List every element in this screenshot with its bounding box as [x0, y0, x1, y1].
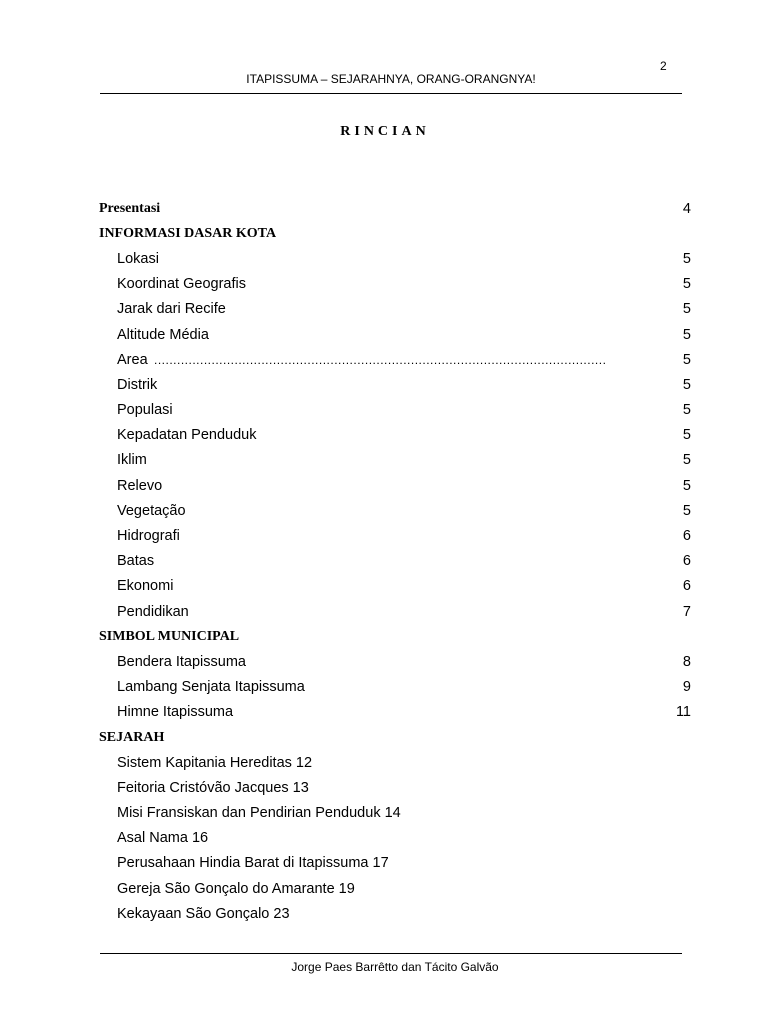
toc-entry-label: Gereja São Gonçalo do Amarante 19 [117, 880, 355, 897]
toc-item [99, 851, 691, 876]
toc-entry-label: Altitude Média [117, 326, 209, 343]
toc-item [99, 246, 691, 271]
toc-entry-page: 5 [682, 477, 691, 494]
toc-item [99, 574, 691, 599]
toc-entry-page: 5 [682, 326, 691, 343]
toc-section [99, 196, 691, 221]
toc-entry-page: 4 [682, 200, 691, 217]
toc-entry-page: 8 [682, 653, 691, 670]
toc-item [99, 876, 691, 901]
toc-leader-dots: ...................................................................................................................... [154, 352, 607, 367]
toc-entry-page: 5 [682, 376, 691, 393]
toc-entry-label: Perusahaan Hindia Barat di Itapissuma 17 [117, 855, 389, 872]
toc-entry-label: Sistem Kapitania Hereditas 12 [117, 754, 313, 771]
toc-item [99, 549, 691, 574]
toc-entry-label: Presentasi [99, 200, 161, 216]
header-rule [100, 93, 682, 94]
toc-entry-page: 5 [682, 301, 691, 318]
toc-item [99, 826, 691, 851]
toc-item [99, 347, 691, 372]
toc-item [99, 322, 691, 347]
toc-section [99, 221, 691, 246]
toc-entry-page: 6 [682, 528, 691, 545]
toc-item [99, 423, 691, 448]
toc-entry-label: Koordinat Geografis [117, 276, 246, 293]
toc-entry-label: Kekayaan São Gonçalo 23 [117, 905, 290, 922]
toc-entry-page: 5 [682, 276, 691, 293]
toc-entry-label: Asal Nama 16 [117, 830, 209, 847]
toc-entry-label: SIMBOL MUNICIPAL [99, 628, 240, 644]
toc-entry-page: 5 [682, 452, 691, 469]
toc-item [99, 398, 691, 423]
toc-item [99, 372, 691, 397]
toc-title: RINCIAN [340, 124, 430, 139]
toc-item [99, 523, 691, 548]
toc-entry-page: 6 [682, 578, 691, 595]
toc-item [99, 448, 691, 473]
toc-entry-label: Iklim [117, 452, 147, 469]
toc-entry-label: Ekonomi [117, 578, 174, 595]
toc-entry-page: 5 [682, 502, 691, 519]
toc-entry-label: Batas [117, 553, 155, 570]
toc-item [99, 675, 691, 700]
toc-entry-page: 11 [675, 704, 691, 721]
toc-section [99, 624, 691, 649]
toc-item [99, 498, 691, 523]
footer-authors: Jorge Paes Barrêtto dan Tácito Galvão [291, 960, 499, 974]
toc-item [99, 775, 691, 800]
toc-entry-label: Bendera Itapissuma [117, 653, 246, 670]
toc-item [99, 297, 691, 322]
toc-item [99, 649, 691, 674]
toc-entry-label: Relevo [117, 477, 163, 494]
toc-entry-label: Lambang Senjata Itapissuma [117, 679, 305, 696]
toc-entry-label: Pendidikan [117, 603, 189, 620]
toc-entry-label: Area [117, 351, 148, 368]
toc-entry-label: Populasi [117, 402, 173, 419]
toc-item [99, 801, 691, 826]
toc-entry-page: 5 [682, 351, 691, 368]
toc-item [99, 599, 691, 624]
toc-item [99, 700, 691, 725]
toc-entry-label: Feitoria Cristóvão Jacques 13 [117, 779, 309, 796]
toc-entry-label: Distrik [117, 376, 158, 393]
toc-entry-label: Jarak dari Recife [117, 301, 226, 318]
toc-entry-page: 9 [682, 679, 691, 696]
toc-item [99, 901, 691, 926]
toc-item [99, 750, 691, 775]
toc-entry-label: Lokasi [117, 250, 159, 267]
toc-entry-page: 5 [682, 427, 691, 444]
toc-entry-label: Himne Itapissuma [117, 704, 234, 721]
page-number: 2 [660, 59, 667, 73]
toc-entry-label: INFORMASI DASAR KOTA [99, 225, 277, 241]
toc-entry-page: 6 [682, 553, 691, 570]
footer-rule [100, 953, 682, 954]
toc-item [99, 473, 691, 498]
toc-entry-label: SEJARAH [99, 729, 165, 745]
toc-entry-label: Misi Fransiskan dan Pendirian Penduduk 14 [117, 805, 401, 822]
toc-entry-page: 5 [682, 402, 691, 419]
toc-section [99, 725, 691, 750]
table-of-contents [99, 196, 691, 926]
toc-entry-label: Hidrografi [117, 528, 180, 545]
toc-entry-page: 5 [682, 250, 691, 267]
toc-entry-page: 7 [682, 603, 691, 620]
toc-entry-label: Kepadatan Penduduk [117, 427, 257, 444]
toc-item [99, 272, 691, 297]
toc-entry-label: Vegetação [117, 502, 186, 519]
running-header-title: ITAPISSUMA – SEJARAHNYA, ORANG-ORANGNYA! [246, 72, 536, 86]
